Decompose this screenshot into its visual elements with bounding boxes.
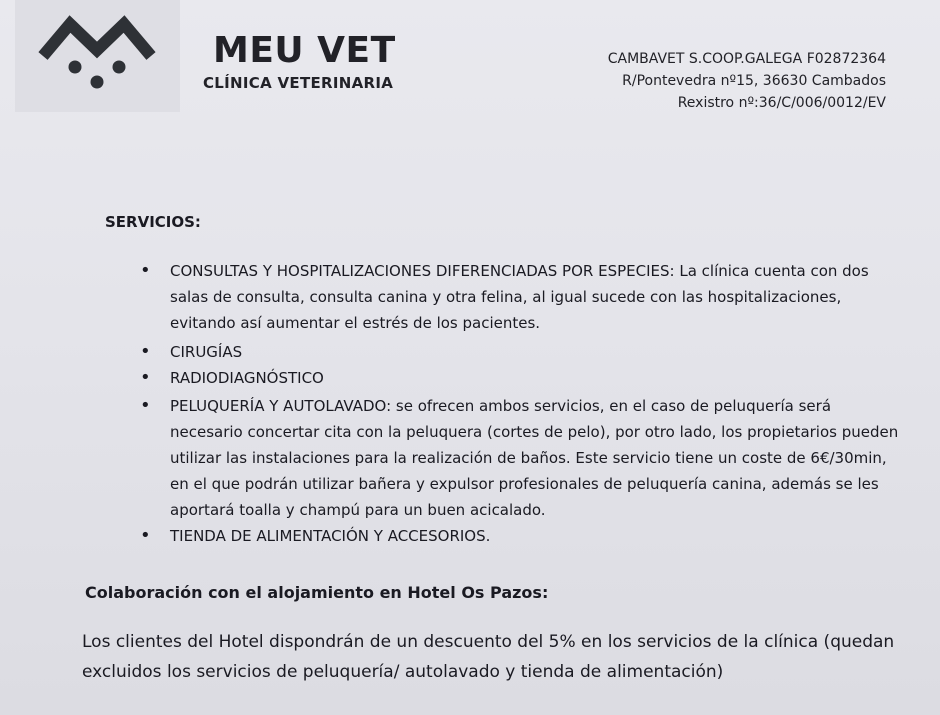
service-item [140,365,900,391]
service-heading: PELUQUERÍA Y AUTOLAVADO [170,397,387,415]
company-line: R/Pontevedra nº15, 36630 Cambados [622,73,886,89]
company-line: CAMBAVET S.COOP.GALEGA F02872364 [607,51,886,67]
service-heading: RADIODIAGNÓSTICO [170,369,324,387]
brand-subtitle: CLÍNICA VETERINARIA [203,74,394,92]
paw-logo-icon [37,10,157,100]
services-title: SERVICIOS: [105,213,201,231]
company-info [608,48,886,114]
company-line: Rexistro nº:36/C/006/0012/EV [677,95,886,111]
service-item [140,393,900,523]
service-item [140,258,900,336]
service-description: : La clínica cuenta con dos salas de consulta, consulta canina y otra felina, al igual sucede con las hospitalizaciones, evitando así aumentar el estrés de los pacientes. [170,262,869,332]
service-item [140,523,900,549]
collaboration-title: Colaboración con el alojamiento en Hotel Os Pazos: [85,583,549,602]
brand-name: MEU VET [213,30,396,71]
service-heading: CIRUGÍAS [170,343,243,361]
service-heading: CONSULTAS Y HOSPITALIZACIONES DIFERENCIADAS POR ESPECIES [170,262,670,280]
logo [15,0,180,112]
services-list [140,258,900,549]
service-description: : se ofrecen ambos servicios, en el caso de peluquería será necesario concertar cita con la peluquera (cortes de pelo), por otro lado, los propietarios pueden utilizar las instalaciones para la realización de baños. Este servicio tiene un coste de 6€/30min, en el que podrán utilizar bañera y expulsor profesionales de peluquería canina, además se les aportará toalla y champú para un buen acicalado. [170,397,899,519]
service-item [140,339,900,365]
service-heading: TIENDA DE ALIMENTACIÓN Y ACCESORIOS. [170,527,491,545]
collaboration-text: Los clientes del Hotel dispondrán de un descuento del 5% en los servicios de la clínica (quedan excluidos los servicios de peluquería/ autolavado y tienda de alimentación) [82,632,895,682]
